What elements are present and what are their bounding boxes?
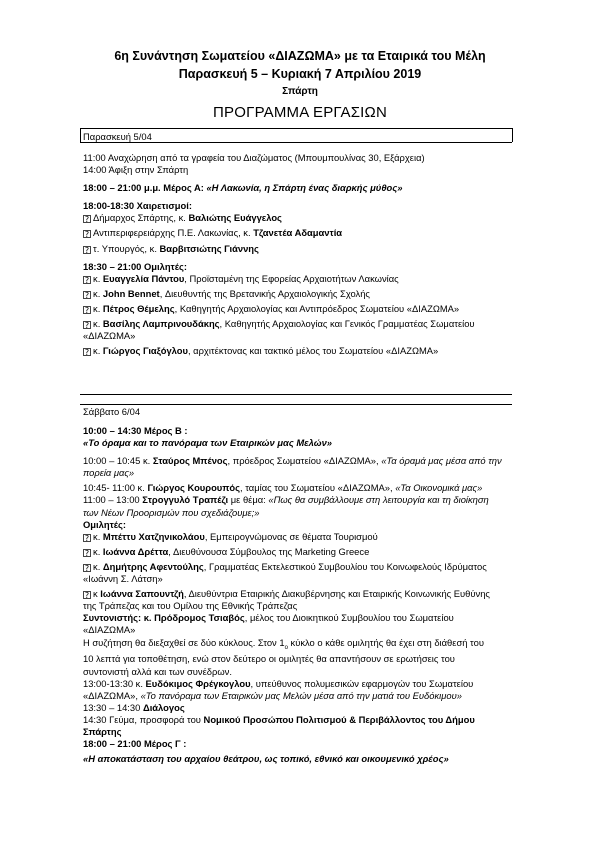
list-item: ? τ. Υπουργός, κ. Βαρβιτσιώτης Γιάννης <box>84 242 259 255</box>
bullet-icon: ? <box>84 321 90 331</box>
list-item: ? κ Ιωάννα Σαπουντζή, Διευθύντρια Εταιρικής Διακυβέρνησης και Εταιρικής Κοινωνικής Ευθύνης <box>84 588 490 601</box>
discussion-text: Η συζήτηση θα διεξαχθεί σε δύο κύκλους. Στον $1_o$ κύκλο ο κάθε ομιλητής θα έχει στη διάθεσή του <box>83 636 484 651</box>
divider <box>80 404 512 405</box>
lunch-continued: Σπάρτης <box>83 726 122 738</box>
partB-title: «Το όραμα και το πανόραμα των Εταιρικών μας Μελών» <box>83 437 333 449</box>
meeting-title: 6η Συνάντηση Σωματείου «ΔΙΑΖΩΜΑ» με τα Εταιρικά του Μέλη <box>114 49 486 63</box>
list-item: ? Αντιπεριφερειάρχης Π.Ε. Λακωνίας, κ. Τζανετέα Αδαμαντία <box>84 227 343 240</box>
bullet-icon: ? <box>84 348 90 358</box>
discussion-text: συντονιστή αλλά και των συνέδρων. <box>83 665 232 677</box>
arrival-line: 14:00 Άφιξη στην Σπάρτη <box>83 164 189 176</box>
meeting-dates: Παρασκευή 5 – Κυριακή 7 Απριλίου 2019 <box>178 67 422 81</box>
agenda-item: 11:00 – 13:00 Στρογγυλό Τραπέζι με θέμα: «Πως θα συμβάλλουμε στη λειτουργία και τη διοίκηση <box>83 494 489 506</box>
list-item: ? κ. John Bennet, Διευθυντής της Βρετανικής Αρχαιολογικής Σχολής <box>84 287 370 300</box>
list-item: ? κ. Πέτρος Θέμελης, Καθηγητής Αρχαιολογίας και Αντιπρόεδρος Σωματείου «ΔΙΑΖΩΜΑ» <box>84 302 460 315</box>
agenda-item-continued: των Νέων Προορισμών που σχεδιάζουμε;» <box>83 506 260 518</box>
dialogue-line: 13:30 – 14:30 Διάλογος <box>83 701 185 713</box>
day2-date <box>83 406 509 418</box>
day1-date <box>83 131 509 143</box>
greetings-heading: 18:00-18:30 Χαιρετισμοί: <box>83 200 192 212</box>
bullet-icon: ? <box>84 548 90 558</box>
agenda-item: 10:00 – 10:45 κ. Σταύρος Μπένος, πρόεδρος Σωματείου «ΔΙΑΖΩΜΑ», «Τα όραμά μας μέσα από την <box>83 455 502 467</box>
program-title: ΠΡΟΓΡΑΜΜΑ ΕΡΓΑΣΙΩΝ <box>213 104 387 121</box>
day-label: Σάββατο 6/04 <box>83 406 141 417</box>
departure-line: 11:00 Αναχώρηση από τα γραφεία του Διαζώματος (Μπουμπουλίνας 30, Εξάρχεια) <box>83 152 425 163</box>
list-item: ? κ. Ιωάννα Δρέττα, Διευθύνουσα Σύμβουλος της Marketing Greece <box>84 545 370 558</box>
agenda-item: 10:45- 11:00 κ. Γιώργος Κουρουπός, ταμίας του Σωματείου «ΔΙΑΖΩΜΑ», «Τα Οικονομικά μας» <box>83 482 483 494</box>
bullet-icon: ? <box>84 563 90 573</box>
list-item-continued: της Τράπεζας και του Ομίλου της Εθνικής Τράπεζας <box>83 600 298 612</box>
list-item-continued: «Ιωάννη Σ. Λάτση» <box>83 573 163 585</box>
bullet-icon: ? <box>84 533 90 543</box>
agenda-item-continued: «ΔΙΑΖΩΜΑ», «Το πανόραμα των Εταιρικών μας Μελών μέσα από την ματιά του Ευδόκιμου» <box>83 689 462 701</box>
meeting-location: Σπάρτη <box>282 86 318 97</box>
partA-line: 18:00 – 21:00 μ.μ. Μέρος Α: «Η Λακωνία, η Σπάρτη ένας διαρκής μύθος» <box>83 182 403 194</box>
divider <box>512 128 513 142</box>
list-item: ? Δήμαρχος Σπάρτης, κ. Βαλιώτης Ευάγγελος <box>84 212 282 225</box>
day1-section <box>83 152 509 357</box>
agenda-item-continued: πορεία μας» <box>83 467 135 479</box>
list-item: ? κ. Ευαγγελία Πάντου, Προϊσταμένη της Εφορείας Αρχαιοτήτων Λακωνίας <box>84 272 399 285</box>
list-item: ? κ. Γιώργος Γιαξόγλου, αρχιτέκτονας και τακτικό μέλος του Σωματείου «ΔΙΑΖΩΜΑ» <box>84 345 439 358</box>
bullet-icon: ? <box>84 275 90 285</box>
divider <box>80 394 512 395</box>
partB-time: 10:00 – 14:30 Μέρος Β : <box>83 425 188 436</box>
list-item: ? κ. Μπέττυ Χατζηνικολάου, Εμπειρογνώμονας σε θέματα Τουρισμού <box>84 530 378 543</box>
lunch-line: 14:30 Γεύμα, προσφορά του Νομικού Προσώπου Πολιτισμού & Περιβάλλοντος του Δήμου <box>83 713 475 725</box>
list-item: ? κ. Βασίλης Λαμπρινουδάκης, Καθηγητής Αρχαιολογίας και Γενικός Γραμματέας Σωματείου <box>84 318 475 331</box>
coordinator-line: Συντονιστής: κ. Πρόδρομος Τσιαβός, μέλος του Διοικητικού Συμβουλίου του Σωματείου <box>83 612 454 624</box>
bullet-icon: ? <box>84 591 90 601</box>
bullet-icon: ? <box>84 230 90 240</box>
agenda-item: 13:00-13:30 κ. Ευδόκιμος Φρέγκογλου, υπεύθυνος πολυμεσικών εφαρμογών του Σωματείου <box>83 677 474 689</box>
bullet-icon: ? <box>84 305 90 315</box>
bullet-icon: ? <box>84 245 90 255</box>
divider <box>80 128 512 129</box>
list-item-continued: «ΔΙΑΖΩΜΑ» <box>83 330 136 342</box>
list-item: ? κ. Δημήτρης Αφεντούλης, Γραμματέας Εκτελεστικού Συμβουλίου του Κοινωφελούς Ιδρύματος <box>84 560 487 573</box>
speakers-heading: 18:30 – 21:00 Ομιλητές: <box>83 260 187 272</box>
speakers-heading: Ομιλητές: <box>83 518 126 530</box>
day2-section <box>83 425 509 765</box>
bullet-icon: ? <box>84 290 90 300</box>
divider <box>80 128 81 142</box>
bullet-icon: ? <box>84 215 90 225</box>
partC-title: «Η αποκατάσταση του αρχαίου θεάτρου, ως τοπικό, εθνικό και οικουμενικό χρέος» <box>83 753 449 765</box>
coordinator-continued: «ΔΙΑΖΩΜΑ» <box>83 624 136 636</box>
partC-time: 18:00 – 21:00 Μέρος Γ : <box>83 738 187 750</box>
day-label: Παρασκευή 5/04 <box>83 131 152 142</box>
discussion-text: 10 λεπτά για τοποθέτηση, ενώ στον δεύτερο οι ομιλητές θα απαντήσουν σε ερωτήσεις του <box>83 653 455 665</box>
